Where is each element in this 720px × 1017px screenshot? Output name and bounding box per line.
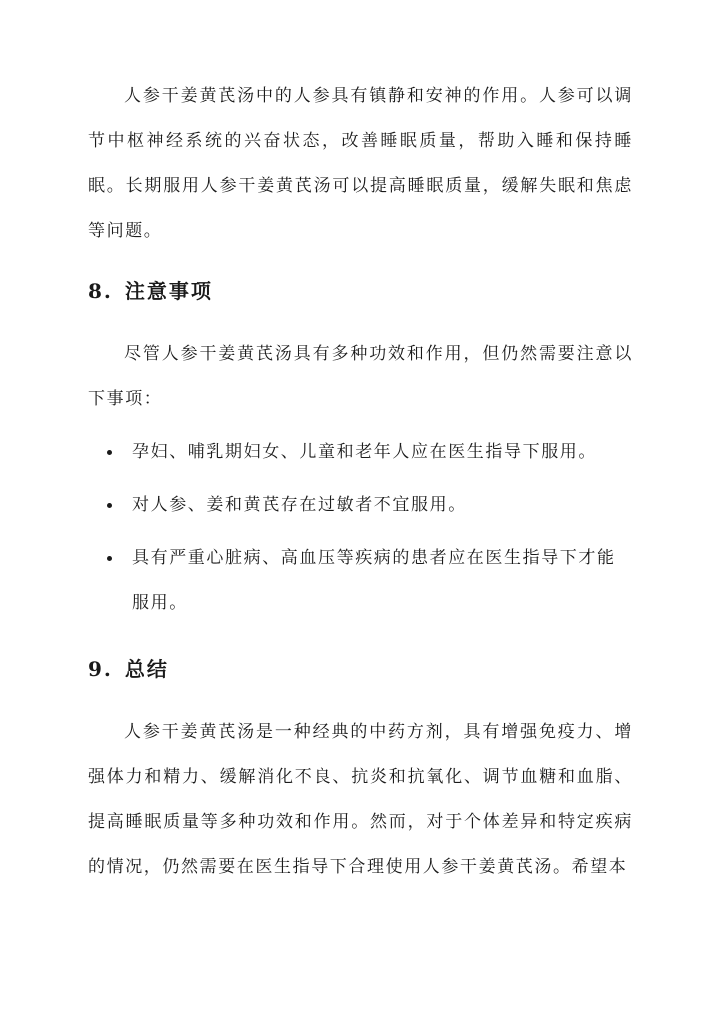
bullet-icon — [107, 503, 112, 508]
section-8-intro: 尽管人参干姜黄芪汤具有多种功效和作用，但仍然需要注意以下事项： — [88, 344, 633, 409]
bullet-icon — [107, 450, 112, 455]
list-item-text: 孕妇、哺乳期妇女、儿童和老年人应在医生指导下服用。 — [132, 442, 597, 462]
list-item — [88, 483, 633, 528]
section-8-title: 注意事项 — [124, 279, 213, 303]
section-8-heading — [88, 277, 213, 305]
section-9-heading — [88, 655, 169, 683]
list-item — [88, 430, 633, 475]
list-item-text: 对人参、姜和黄芪存在过敏者不宜服用。 — [132, 495, 467, 515]
section-9-title: 总结 — [124, 657, 169, 681]
list-item-text: 具有严重心脏病、高血压等疾病的患者应在医生指导下才能服用。 — [132, 548, 616, 613]
section-9-number: 9. — [88, 657, 113, 681]
bullet-icon — [107, 556, 112, 561]
section-8-number: 8. — [88, 279, 113, 303]
section-9-body: 人参干姜黄芪汤是一种经典的中药方剂，具有增强免疫力、增强体力和精力、缓解消化不良、抗炎和抗氧化、调节血糖和血脂、提高睡眠质量等多种功效和作用。然而，对于个体差异和特定疾病的情况，仍然需要在医生指导下合理使用人参干姜黄芪汤。希望本 — [88, 722, 633, 877]
intro-paragraph: 人参干姜黄芪汤中的人参具有镇静和安神的作用。人参可以调节中枢神经系统的兴奋状态，改善睡眠质量，帮助入睡和保持睡眠。长期服用人参干姜黄芪汤可以提高睡眠质量，缓解失眠和焦虑等问题。 — [88, 86, 633, 241]
precautions-list — [88, 430, 633, 634]
list-item — [88, 536, 633, 626]
